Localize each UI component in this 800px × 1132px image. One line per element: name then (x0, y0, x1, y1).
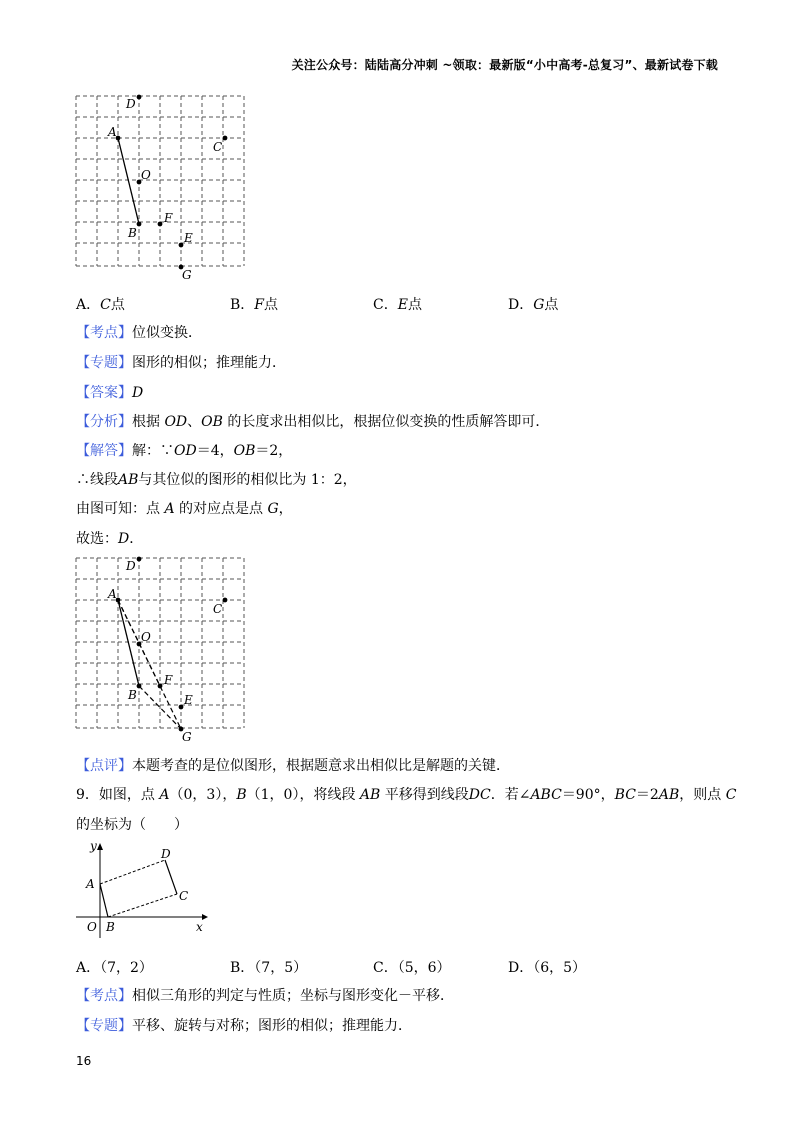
x-axis-arrow (202, 914, 208, 920)
label-e: E (184, 231, 193, 245)
option-b: B．F点 (230, 297, 279, 313)
page-header: 关注公众号：陆陆高分冲刺 ~领取：最新版“小中高考-总复习”、最新试卷下载 (291, 58, 718, 72)
point-d (137, 95, 142, 100)
page-number: 16 (76, 1054, 92, 1068)
q8-jieda: 【解答】解：∵OD＝4，OB＝2， (76, 443, 293, 459)
label-b: B (128, 688, 137, 702)
option-d: D．G点 (508, 297, 559, 313)
label-e: E (184, 693, 193, 707)
label-b: B (106, 920, 115, 934)
segment-ab (118, 600, 139, 686)
q8-line4: 故选：D． (76, 531, 144, 547)
point-b (137, 684, 142, 689)
label-d: D (126, 559, 136, 573)
dashed-ad (100, 860, 165, 884)
label-a: A (108, 125, 117, 139)
label-g: G (182, 268, 192, 282)
option-c: C．E点 (373, 297, 422, 313)
q9-option-b: B．（7，5） (230, 960, 308, 976)
q9-kaodian: 【考点】相似三角形的判定与性质；坐标与图形变化－平移． (76, 988, 454, 1004)
y-axis-arrow (97, 843, 103, 850)
label-a: A (86, 877, 95, 891)
label-c: C (179, 889, 189, 903)
point-c (223, 136, 228, 141)
point-d (137, 557, 142, 562)
label-b: B (128, 226, 137, 240)
label-c: C (213, 602, 223, 616)
figure-q8-grid (76, 96, 248, 282)
label-o: O (141, 168, 151, 182)
q9-option-d: D．（6，5） (508, 960, 587, 976)
label-o: O (141, 630, 151, 644)
point-b (137, 222, 142, 227)
q9-zhuanti: 【专题】平移、旋转与对称；图形的相似；推理能力． (76, 1018, 412, 1034)
dashed-ag (118, 600, 181, 729)
point-c (223, 598, 228, 603)
point-e (179, 243, 184, 248)
q8-line2: ∴线段AB与其位似的图形的相似比为 1：2， (76, 472, 357, 488)
label-g: G (182, 730, 192, 744)
q8-fenxi: 【分析】根据 OD、OB 的长度求出相似比，根据位似变换的性质解答即可． (76, 414, 550, 430)
q8-line3: 由图可知：点 A 的对应点是点 G， (76, 501, 293, 517)
segment-ab (118, 138, 139, 224)
q9-stem: 9．如图，点 A（0，3），B（1，0），将线段 AB 平移得到线段DC．若∠ABC＝90°，BC＝2AB，则点 C (76, 787, 737, 803)
segment-dc (165, 860, 177, 894)
point-f (158, 684, 163, 689)
dashed-bc (108, 894, 177, 917)
segment-ab (100, 884, 108, 917)
label-c: C (213, 140, 223, 154)
q9-option-a: A．（7，2） (76, 960, 153, 976)
label-y: y (90, 839, 97, 853)
q8-daan: 【答案】D (76, 385, 144, 401)
q8-dianping: 【点评】本题考查的是位似图形，根据题意求出相似比是解题的关键． (76, 758, 510, 774)
label-f: F (164, 211, 173, 225)
q9-option-c: C．（5，6） (373, 960, 451, 976)
figure-q8-solution-grid (76, 558, 248, 744)
label-f: F (164, 673, 173, 687)
label-d: D (161, 847, 171, 861)
option-a: A．C点 (76, 297, 125, 313)
label-x: x (196, 920, 203, 934)
label-o: O (87, 920, 97, 934)
q8-kaodian: 【考点】位似变换． (76, 325, 202, 341)
label-a: A (108, 587, 117, 601)
figure-q9-coordinate (76, 838, 216, 938)
q8-zhuanti: 【专题】图形的相似；推理能力． (76, 355, 286, 371)
label-d: D (126, 97, 136, 111)
point-e (179, 705, 184, 710)
point-f (158, 222, 163, 227)
q9-stem-line2: 的坐标为（ ） (76, 817, 188, 833)
